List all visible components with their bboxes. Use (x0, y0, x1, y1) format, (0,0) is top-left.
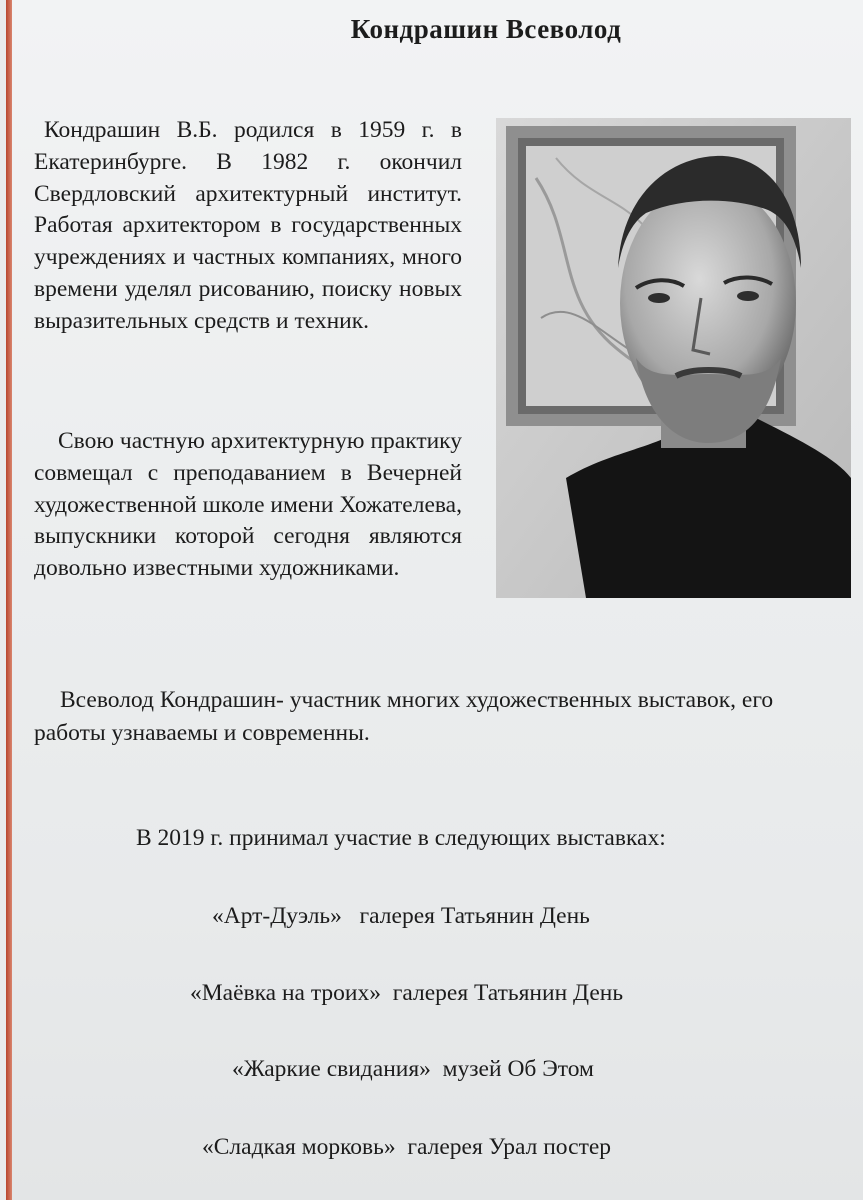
exhibition-venue: галерея Татьянин День (359, 903, 590, 929)
bio-paragraph-1: Кондрашин В.Б. родился в 1959 г. в Екатеринбурге. В 1982 г. окончил Свердловский архитектурный институт. Работая архитектором в государственных учреждениях и частных компаниях, много времени уделял рисованию, поиску новых выразительных средств и техник. (34, 117, 462, 334)
exhibition-item (190, 980, 623, 1007)
bio-paragraph-2: Свою частную архитектурную практику совмещал с преподаванием в Вечерней художественной школе имени Хожателева, выпускники которой сегодня являются довольно известными художниками. (34, 428, 462, 582)
exhibition-item (212, 903, 590, 930)
bio-paragraph-3: Всеволод Кондрашин- участник многих художественных выставок, его работы узнаваемы и современны. (34, 687, 774, 746)
author-portrait (496, 118, 851, 598)
exhibition-venue: галерея Татьянин День (392, 980, 624, 1006)
page-edge (6, 0, 12, 1200)
exhibition-venue: галерея Урал постер (407, 1134, 612, 1160)
exhibition-name: «Арт-Дуэль» (212, 903, 342, 929)
exhibition-item (202, 1134, 611, 1161)
exhibitions-intro: В 2019 г. принимал участие в следующих выставках: (136, 825, 666, 851)
document-page (6, 0, 863, 1200)
exhibition-name: «Маёвка на троих» (190, 980, 381, 1006)
exhibition-name: «Сладкая морковь» (202, 1134, 396, 1160)
page-title: Кондрашин Всеволод (350, 14, 622, 44)
exhibition-venue: музей Об Этом (442, 1056, 594, 1082)
exhibition-name: «Жаркие свидания» (232, 1056, 431, 1082)
exhibition-item (232, 1056, 594, 1083)
